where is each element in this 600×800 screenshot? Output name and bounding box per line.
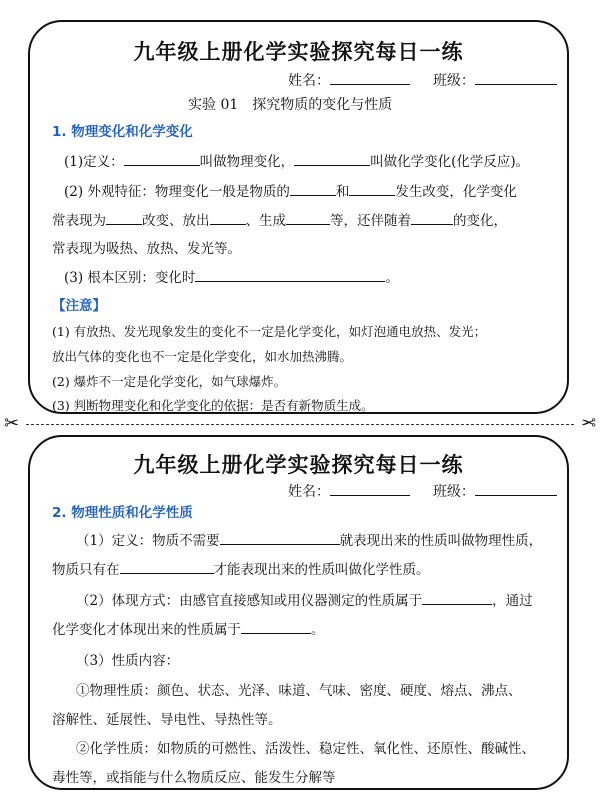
physical-props-2: 溶解性、延展性、导电性、导热性等。 [52, 712, 282, 728]
text: ，通过 [492, 593, 533, 609]
text: 、生成 [245, 213, 286, 229]
blank-feature-5[interactable] [286, 210, 330, 225]
note-3: (3) 判断物理变化和化学变化的依据：是否有新物质生成。 [52, 398, 374, 413]
blank-feature-4[interactable] [210, 210, 246, 225]
blank-expression-1[interactable] [422, 590, 492, 605]
class-label: 班级： [432, 484, 475, 500]
blank-difference[interactable] [195, 267, 385, 282]
def-end: 叫做化学变化(化学反应)。 [370, 154, 530, 170]
text: 。 [385, 270, 399, 286]
class-label: 班级： [432, 73, 475, 89]
note-1a: (1) 有放热、发光现象发生的变化不一定是化学变化，如灯泡通电放热、发光； [52, 324, 487, 339]
card-title: 九年级上册化学实验探究每日一练 [133, 39, 464, 64]
text: (2) 外观特征：物理变化一般是物质的 [64, 184, 290, 200]
blank-physical-change[interactable] [124, 151, 200, 166]
note-1b: 放出气体的变化也不一定是化学变化，如水加热沸腾。 [52, 349, 353, 364]
text: 化学变化才体现出来的性质属于 [52, 622, 241, 638]
section-heading: 1. 物理变化和化学变化 [52, 124, 193, 140]
expression-line-1 [76, 589, 533, 609]
feature-line-3: 常表现为吸热、放热、发光等。 [52, 241, 241, 257]
blank-feature-1[interactable] [290, 181, 336, 196]
blank-feature-2[interactable] [349, 181, 395, 196]
scissors-icon: ✂ [580, 413, 596, 434]
text: 物质只有在 [52, 562, 120, 578]
text: 改变、放出 [142, 213, 210, 229]
chemical-props-1: ②化学性质：如物质的可燃性、活泼性、稳定性、氧化性、还原性、酸碱性、 [76, 741, 535, 757]
blank-chemical-change[interactable] [294, 151, 370, 166]
worksheet-card-2 [28, 435, 569, 790]
scissors-icon: ✂ [4, 413, 20, 434]
name-blank[interactable] [330, 481, 410, 496]
name-label: 姓名： [288, 484, 330, 500]
expression-line-2 [52, 618, 325, 638]
dashed-cut-line [26, 424, 574, 425]
difference-line [64, 266, 399, 286]
definition-line [64, 150, 529, 170]
text: 和 [335, 184, 350, 200]
name-blank[interactable] [330, 70, 410, 85]
worksheet-card-1 [28, 20, 569, 414]
section-heading: 2. 物理性质和化学性质 [52, 505, 193, 521]
definition-line-2 [52, 558, 430, 578]
content-heading: （3）性质内容： [76, 653, 180, 669]
blank-definition-2[interactable] [120, 559, 214, 574]
blank-feature-3[interactable] [106, 210, 142, 225]
experiment-title: 实验 01 探究物质的变化与性质 [188, 97, 393, 113]
blank-feature-6[interactable] [411, 210, 453, 225]
text: 等，还伴随着 [330, 213, 411, 229]
blank-definition-1[interactable] [220, 530, 340, 545]
def-mid: 叫做物理变化， [199, 154, 295, 170]
name-class-row [288, 481, 557, 501]
card-title: 九年级上册化学实验探究每日一练 [133, 452, 464, 477]
text: 才能表现出来的性质叫做化学性质。 [213, 562, 430, 578]
feature-line-2 [52, 209, 507, 229]
note-label: 【注意】 [52, 298, 106, 314]
cut-line-row [0, 413, 600, 434]
physical-props-1: ①物理性质：颜色、状态、光泽、味道、气味、密度、硬度、熔点、沸点、 [76, 683, 522, 699]
definition-line-1 [76, 529, 542, 549]
text: （1）定义：物质不需要 [76, 533, 220, 549]
text: (3) 根本区别：变化时 [64, 270, 196, 286]
text: 就表现出来的性质叫做物理性质， [339, 533, 543, 549]
chemical-props-2: 毒性等，或指能与什么物质反应、能发生分解等 [52, 770, 336, 786]
note-2: (2) 爆炸不一定是化学变化，如气球爆炸。 [52, 374, 287, 389]
text: 。 [311, 622, 325, 638]
text: 发生改变，化学变化 [395, 184, 517, 200]
class-blank[interactable] [475, 481, 557, 496]
text: 的变化， [453, 213, 507, 229]
feature-line-1 [64, 180, 517, 200]
text: （2）体现方式：由感官直接感知或用仪器测定的性质属于 [76, 593, 423, 609]
name-class-row [288, 70, 557, 90]
text: 常表现为 [52, 213, 106, 229]
def-prefix: (1)定义： [64, 154, 124, 170]
name-label: 姓名： [288, 73, 330, 89]
blank-expression-2[interactable] [241, 619, 311, 634]
class-blank[interactable] [475, 70, 557, 85]
